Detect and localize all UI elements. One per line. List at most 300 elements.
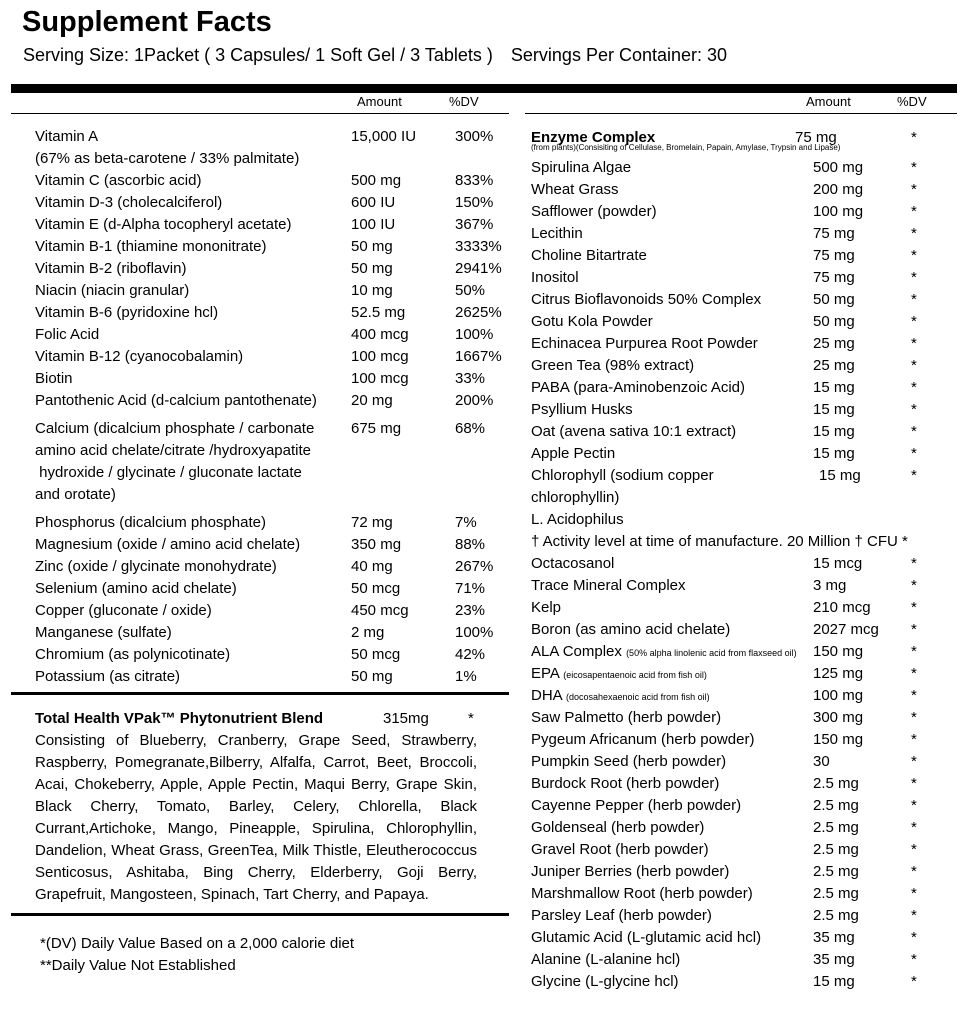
ingredient-row (531, 421, 951, 443)
nutrient-amount: 40 mg (351, 558, 393, 575)
ingredient-name-text: Octacosanol (531, 555, 615, 572)
ingredient-name-text: Cayenne Pepper (herb powder) (531, 797, 742, 814)
ingredient-amount: 15 mg (813, 445, 855, 462)
ingredient-star: * (911, 951, 917, 968)
ingredient-amount: 75 mg (813, 247, 855, 264)
ingredient-amount: 15 mg (813, 973, 855, 990)
ingredient-name-text: Wheat Grass (531, 181, 619, 198)
ingredient-name (531, 951, 680, 968)
nutrient-dv: 300% (455, 128, 494, 145)
nutrient-amount: 100 mcg (351, 348, 409, 365)
serving-size: Serving Size: 1Packet ( 3 Capsules/ 1 Soft Gel / 3 Tablets ) (23, 45, 493, 65)
footnote-not-established: **Daily Value Not Established (40, 957, 236, 974)
ingredient-row (531, 927, 951, 949)
ingredient-amount: 75 mg (813, 269, 855, 286)
ingredient-name (531, 401, 633, 418)
nutrient-name: Manganese (sulfate) (35, 624, 172, 641)
nutrient-row (35, 192, 515, 214)
ingredient-name-text: Parsley Leaf (herb powder) (531, 907, 712, 924)
ingredient-amount: 3 mg (813, 577, 847, 594)
enzyme-complex-row (531, 127, 951, 146)
chlorophyll-amount: 15 mg (819, 467, 861, 484)
ingredient-name (531, 555, 614, 572)
ingredient-amount: 25 mg (813, 335, 855, 352)
ingredient-star: * (911, 863, 917, 880)
ingredient-star: * (911, 709, 917, 726)
ingredient-star: * (911, 929, 917, 946)
ingredient-amount: 35 mg (813, 951, 855, 968)
ingredient-row (531, 619, 951, 641)
ingredient-star: * (911, 599, 917, 616)
nutrient-name: Chromium (as polynicotinate) (35, 646, 231, 663)
nutrient-row (35, 556, 515, 578)
nutrient-name: Copper (gluconate / oxide) (35, 602, 212, 619)
ingredient-name-text: Lecithin (531, 225, 583, 242)
nutrient-row (35, 644, 515, 666)
nutrient-row (35, 236, 515, 258)
ingredient-amount: 75 mg (813, 225, 855, 242)
acidophilus-row (531, 509, 951, 531)
ingredient-star: * (911, 247, 917, 264)
ingredient-row (531, 443, 951, 465)
ingredient-row (531, 223, 951, 245)
enzyme-star: * (911, 129, 917, 146)
ingredient-row (531, 971, 951, 993)
ingredient-name (531, 577, 686, 594)
ingredient-row (531, 575, 951, 597)
nutrient-dv: 267% (455, 558, 494, 575)
ingredient-star: * (911, 797, 917, 814)
ingredient-star: * (911, 973, 917, 990)
calcium-amount: 675 mg (351, 420, 402, 437)
nutrient-dv: 3333% (455, 238, 502, 255)
nutrient-amount: 50 mcg (351, 646, 401, 663)
ingredient-star: * (911, 269, 917, 286)
nutrient-name: Potassium (as citrate) (35, 668, 181, 685)
ingredient-source: (50% alpha linolenic acid from flaxseed oil) (626, 648, 797, 658)
nutrient-row (35, 368, 515, 390)
ingredient-name-text: Oat (avena sativa 10:1 extract) (531, 423, 737, 440)
ingredient-name-text: Apple Pectin (531, 445, 616, 462)
ingredient-row (531, 685, 951, 707)
blend-header (35, 708, 477, 730)
ingredient-row (531, 553, 951, 575)
ingredient-amount: 50 mg (813, 313, 855, 330)
nutrient-row (35, 280, 515, 302)
ingredient-row (531, 179, 951, 201)
nutrient-amount: 50 mg (351, 260, 393, 277)
nutrient-name: Niacin (niacin granular) (35, 282, 190, 299)
ingredient-name (531, 885, 753, 902)
nutrient-name: Biotin (35, 370, 73, 387)
calcium-row (35, 418, 515, 512)
enzyme-name: Enzyme Complex (531, 129, 656, 146)
nutrient-name: Vitamin B-2 (riboflavin) (35, 260, 187, 277)
ingredient-star: * (911, 819, 917, 836)
nutrient-dv: 33% (455, 370, 486, 387)
ingredient-name-text: Kelp (531, 599, 562, 616)
nutrient-dv: 88% (455, 536, 486, 553)
right-header-rule (525, 113, 957, 114)
right-dv-header: %DV (897, 94, 927, 109)
nutrient-row (35, 148, 515, 170)
nutrient-dv: 23% (455, 602, 486, 619)
ingredient-name (531, 819, 704, 836)
footnotes (40, 933, 354, 977)
ingredient-name (531, 907, 712, 924)
ingredient-name (531, 929, 761, 946)
ingredient-name (531, 291, 761, 308)
nutrient-dv: 100% (455, 624, 494, 641)
nutrient-name: Vitamin B-12 (cyanocobalamin) (35, 348, 244, 365)
ingredient-name-text: Saw Palmetto (herb powder) (531, 709, 722, 726)
ingredient-row (531, 905, 951, 927)
ingredient-amount: 15 mg (813, 401, 855, 418)
ingredient-amount: 500 mg (813, 159, 864, 176)
calcium-line: and orotate) (35, 486, 116, 503)
ingredient-star: * (911, 423, 917, 440)
nutrient-row (35, 600, 515, 622)
ingredient-name (531, 665, 707, 682)
left-dv-header: %DV (449, 94, 479, 109)
ingredient-name (531, 797, 741, 814)
ingredient-amount: 2.5 mg (813, 775, 859, 792)
calcium-dv: 68% (455, 420, 486, 437)
footnote-divider (11, 913, 509, 916)
ingredient-amount: 150 mg (813, 643, 864, 660)
ingredient-name (531, 687, 710, 704)
ingredient-amount: 35 mg (813, 929, 855, 946)
ingredient-row (531, 355, 951, 377)
ingredient-source: (eicosapentaenoic acid from fish oil) (563, 670, 707, 680)
nutrient-row (35, 390, 515, 412)
nutrient-row (35, 170, 515, 192)
ingredient-name-text: Goldenseal (herb powder) (531, 819, 705, 836)
chlorophyll-name (531, 465, 951, 509)
ingredient-name-text: Citrus Bioflavonoids 50% Complex (531, 291, 762, 308)
ingredient-amount: 200 mg (813, 181, 864, 198)
ingredient-row (531, 311, 951, 333)
nutrient-name: Vitamin C (ascorbic acid) (35, 172, 202, 189)
nutrient-name: Vitamin B-6 (pyridoxine hcl) (35, 304, 219, 321)
ingredient-row (531, 377, 951, 399)
ingredient-name-text: Trace Mineral Complex (531, 577, 686, 594)
ingredient-row (531, 399, 951, 421)
ingredient-name (531, 753, 726, 770)
left-amount-header: Amount (357, 94, 402, 109)
ingredient-name-text: DHA (531, 687, 562, 704)
blend-top-divider (11, 692, 509, 695)
ingredient-star: * (911, 225, 917, 242)
ingredient-amount: 150 mg (813, 731, 864, 748)
ingredient-star: * (911, 841, 917, 858)
ingredient-name-text: Pumpkin Seed (herb powder) (531, 753, 727, 770)
ingredient-row (531, 663, 951, 685)
nutrient-dv: 71% (455, 580, 486, 597)
ingredient-star: * (911, 643, 917, 660)
ingredient-row (531, 949, 951, 971)
nutrient-name: Magnesium (oxide / amino acid chelate) (35, 536, 301, 553)
ingredient-name-text: Glycine (L-glycine hcl) (531, 973, 679, 990)
nutrient-name: Zinc (oxide / glycinate monohydrate) (35, 558, 277, 575)
nutrient-name: Vitamin E (d-Alpha tocopheryl acetate) (35, 216, 292, 233)
ingredient-name (531, 599, 561, 616)
ingredient-star: * (911, 401, 917, 418)
ingredient-star: * (911, 577, 917, 594)
nutrient-dv: 150% (455, 194, 494, 211)
ingredient-amount: 30 (813, 753, 830, 770)
ingredient-row (531, 597, 951, 619)
ingredient-name-text: Burdock Root (herb powder) (531, 775, 720, 792)
top-divider (11, 84, 957, 93)
nutrient-dv: 2941% (455, 260, 502, 277)
ingredient-row (531, 729, 951, 751)
ingredient-amount: 100 mg (813, 687, 864, 704)
ingredient-name (531, 203, 657, 220)
ingredient-name-text: ALA Complex (531, 643, 622, 660)
ingredient-amount: 2.5 mg (813, 907, 859, 924)
ingredient-name-text: Inositol (531, 269, 579, 286)
blend-name: Total Health VPak™ Phytonutrient Blend (35, 710, 324, 727)
ingredient-name (531, 775, 719, 792)
ingredient-name-text: Alanine (L-alanine hcl) (531, 951, 681, 968)
ingredient-star: * (911, 379, 917, 396)
ingredient-row (531, 839, 951, 861)
calcium-name (35, 418, 515, 506)
ingredient-amount: 2027 mcg (813, 621, 879, 638)
nutrient-amount: 15,000 IU (351, 128, 417, 145)
nutrient-amount: 350 mg (351, 536, 402, 553)
nutrient-amount: 100 IU (351, 216, 396, 233)
ingredient-star: * (911, 885, 917, 902)
nutrient-row (35, 512, 515, 534)
ingredient-amount: 25 mg (813, 357, 855, 374)
ingredient-star: * (911, 181, 917, 198)
ingredient-amount: 2.5 mg (813, 863, 859, 880)
ingredient-name-text: Psyllium Husks (531, 401, 633, 418)
nutrient-name: Selenium (amino acid chelate) (35, 580, 237, 597)
activity-note-row (531, 531, 951, 553)
blend-star: * (468, 710, 474, 727)
ingredient-amount: 50 mg (813, 291, 855, 308)
blend-ingredients: Consisting of Blueberry, Cranberry, Grape Seed, Strawberry, Raspberry, Pomegranate,Bilberry, Alfalfa, Carrot, Beet, Broccoli, Acai, Chokeberry, Apple, Apple Pectin, Maqui Berry, Grape Skin, Black Cherry, Tomato, Barley, Celery, Chlorella, Black Currant,Artichoke, Mango, Pineapple, Spirulina, Chlorophyllin, Dandelion, Wheat Grass, GreenTea, Milk Thistle, Eleutherococcus Senticosus, Ashitaba, Bing Cherry, Elderberry, Goji Berry, Grapefruit, Mangosteen, Spinach, Tart Cherry, and Papaya. (35, 732, 477, 903)
nutrient-amount: 50 mg (351, 238, 393, 255)
nutrient-name: Folic Acid (35, 326, 100, 343)
ingredient-name (531, 423, 736, 440)
ingredient-name-text: Pygeum Africanum (herb powder) (531, 731, 755, 748)
nutrient-amount: 2 mg (351, 624, 385, 641)
nutrient-amount: 72 mg (351, 514, 393, 531)
nutrient-amount: 50 mg (351, 668, 393, 685)
ingredient-name (531, 379, 745, 396)
ingredient-row (531, 267, 951, 289)
blend-amount: 315mg (383, 710, 429, 727)
ingredient-row (531, 817, 951, 839)
ingredient-amount: 300 mg (813, 709, 864, 726)
ingredient-amount: 210 mcg (813, 599, 871, 616)
nutrient-dv: 7% (455, 514, 477, 531)
ingredient-name (531, 225, 583, 242)
ingredient-star: * (911, 687, 917, 704)
servings-per-container: Servings Per Container: 30 (510, 45, 728, 65)
nutrient-dv: 50% (455, 282, 486, 299)
nutrient-dv: 100% (455, 326, 494, 343)
ingredient-amount: 100 mg (813, 203, 864, 220)
acidophilus-name: L. Acidophilus (531, 511, 624, 528)
calcium-line: amino acid chelate/citrate /hydroxyapatite (35, 442, 311, 459)
nutrient-row (35, 324, 515, 346)
serving-info (23, 45, 727, 66)
right-amount-header: Amount (806, 94, 851, 109)
nutrient-amount: 600 IU (351, 194, 396, 211)
ingredient-row (531, 795, 951, 817)
ingredient-row (531, 245, 951, 267)
chlorophyll-star: * (911, 467, 917, 484)
nutrient-amount: 52.5 mg (351, 304, 406, 321)
nutrient-name: Pantothenic Acid (d-calcium pantothenate) (35, 392, 317, 409)
nutrient-amount: 450 mcg (351, 602, 409, 619)
calcium-line: hydroxide / glycinate / gluconate lactate (35, 464, 302, 481)
ingredient-source: (docosahexaenoic acid from fish oil) (566, 692, 710, 702)
nutrient-row (35, 214, 515, 236)
ingredient-name (531, 731, 754, 748)
ingredient-name (531, 445, 615, 462)
ingredient-star: * (911, 335, 917, 352)
ingredient-name (531, 269, 579, 286)
ingredient-row (531, 333, 951, 355)
ingredient-name-text: PABA (para-Aminobenzoic Acid) (531, 379, 745, 396)
ingredient-name (531, 643, 797, 660)
ingredient-name-text: Spirulina Algae (531, 159, 632, 176)
chlorophyll-line: chlorophyllin) (531, 489, 620, 506)
ingredient-star: * (911, 291, 917, 308)
ingredient-row (531, 641, 951, 663)
nutrient-row (35, 534, 515, 556)
ingredient-star: * (911, 555, 917, 572)
nutrient-dv: 833% (455, 172, 494, 189)
ingredient-name-text: Safflower (powder) (531, 203, 657, 220)
nutrient-amount: 20 mg (351, 392, 393, 409)
ingredient-star: * (911, 445, 917, 462)
calcium-line: Calcium (dicalcium phosphate / carbonate (35, 420, 315, 437)
ingredient-amount: 2.5 mg (813, 797, 859, 814)
ingredient-name-text: Glutamic Acid (L-glutamic acid hcl) (531, 929, 762, 946)
nutrient-dv: 367% (455, 216, 494, 233)
ingredient-name (531, 159, 631, 176)
nutrient-name: Vitamin D-3 (cholecalciferol) (35, 194, 223, 211)
ingredient-name (531, 709, 721, 726)
ingredient-name-text: Boron (as amino acid chelate) (531, 621, 731, 638)
ingredient-star: * (911, 313, 917, 330)
enzyme-amount: 75 mg (795, 129, 837, 146)
ingredient-amount: 2.5 mg (813, 885, 859, 902)
nutrient-amount: 400 mcg (351, 326, 409, 343)
ingredient-name (531, 247, 647, 264)
ingredient-amount: 2.5 mg (813, 841, 859, 858)
nutrient-row (35, 302, 515, 324)
ingredient-row (531, 289, 951, 311)
nutrient-row (35, 666, 515, 688)
ingredient-name (531, 863, 729, 880)
ingredient-name (531, 313, 653, 330)
left-nutrient-table (35, 126, 515, 688)
nutrient-name: Vitamin A (35, 128, 99, 145)
ingredient-name (531, 621, 730, 638)
ingredient-name (531, 841, 709, 858)
ingredient-star: * (911, 753, 917, 770)
ingredient-amount: 2.5 mg (813, 819, 859, 836)
page-title: Supplement Facts (22, 6, 272, 38)
chlorophyll-line: Chlorophyll (sodium copper (531, 467, 714, 484)
ingredient-name (531, 335, 758, 352)
nutrient-dv: 1667% (455, 348, 502, 365)
nutrient-dv: 2625% (455, 304, 502, 321)
nutrient-amount: 100 mcg (351, 370, 409, 387)
ingredient-star: * (911, 159, 917, 176)
ingredient-name-text: Marshmallow Root (herb powder) (531, 885, 753, 902)
nutrient-dv: 1% (455, 668, 477, 685)
right-nutrient-table (531, 127, 951, 993)
ingredient-star: * (911, 203, 917, 220)
nutrient-row (35, 622, 515, 644)
left-header-rule (11, 113, 509, 114)
nutrient-amount: 500 mg (351, 172, 402, 189)
ingredient-amount: 15 mg (813, 379, 855, 396)
ingredient-row (531, 707, 951, 729)
ingredient-row (531, 201, 951, 223)
nutrient-name: Phosphorus (dicalcium phosphate) (35, 514, 266, 531)
ingredient-amount: 15 mcg (813, 555, 863, 572)
ingredient-name (531, 973, 679, 990)
nutrient-amount: 50 mcg (351, 580, 401, 597)
ingredient-name (531, 181, 619, 198)
ingredient-row (531, 751, 951, 773)
activity-note: † Activity level at time of manufacture. 20 Million † CFU * (531, 533, 908, 550)
ingredient-row (531, 883, 951, 905)
footnote-dv: *(DV) Daily Value Based on a 2,000 calorie diet (40, 935, 355, 952)
ingredient-name-text: Echinacea Purpurea Root Powder (531, 335, 758, 352)
ingredient-name (531, 357, 694, 374)
ingredient-name-text: EPA (531, 665, 560, 682)
nutrient-name: Vitamin B-1 (thiamine mononitrate) (35, 238, 267, 255)
ingredient-star: * (911, 621, 917, 638)
enzyme-description: (from plants)(Consisiting of Cellulase, Bromelain, Papain, Amylase, Trypsin and Lipase) (531, 143, 841, 152)
ingredient-amount: 15 mg (813, 423, 855, 440)
ingredient-name-text: Gotu Kola Powder (531, 313, 653, 330)
ingredient-row (531, 861, 951, 883)
ingredient-amount: 125 mg (813, 665, 864, 682)
ingredient-star: * (911, 665, 917, 682)
ingredient-star: * (911, 357, 917, 374)
ingredient-star: * (911, 907, 917, 924)
nutrient-name: (67% as beta-carotene / 33% palmitate) (35, 150, 300, 167)
nutrient-row (35, 258, 515, 280)
chlorophyll-row (531, 465, 951, 509)
ingredient-name-text: Gravel Root (herb powder) (531, 841, 709, 858)
nutrient-amount: 10 mg (351, 282, 393, 299)
ingredient-name-text: Green Tea (98% extract) (531, 357, 695, 374)
ingredient-star: * (911, 731, 917, 748)
ingredient-name-text: Juniper Berries (herb powder) (531, 863, 730, 880)
ingredient-row (531, 157, 951, 179)
phytonutrient-blend (35, 708, 477, 906)
nutrient-dv: 42% (455, 646, 486, 663)
ingredient-row (531, 773, 951, 795)
ingredient-name-text: Choline Bitartrate (531, 247, 647, 264)
nutrient-row (35, 126, 515, 148)
nutrient-row (35, 346, 515, 368)
nutrient-row (35, 578, 515, 600)
